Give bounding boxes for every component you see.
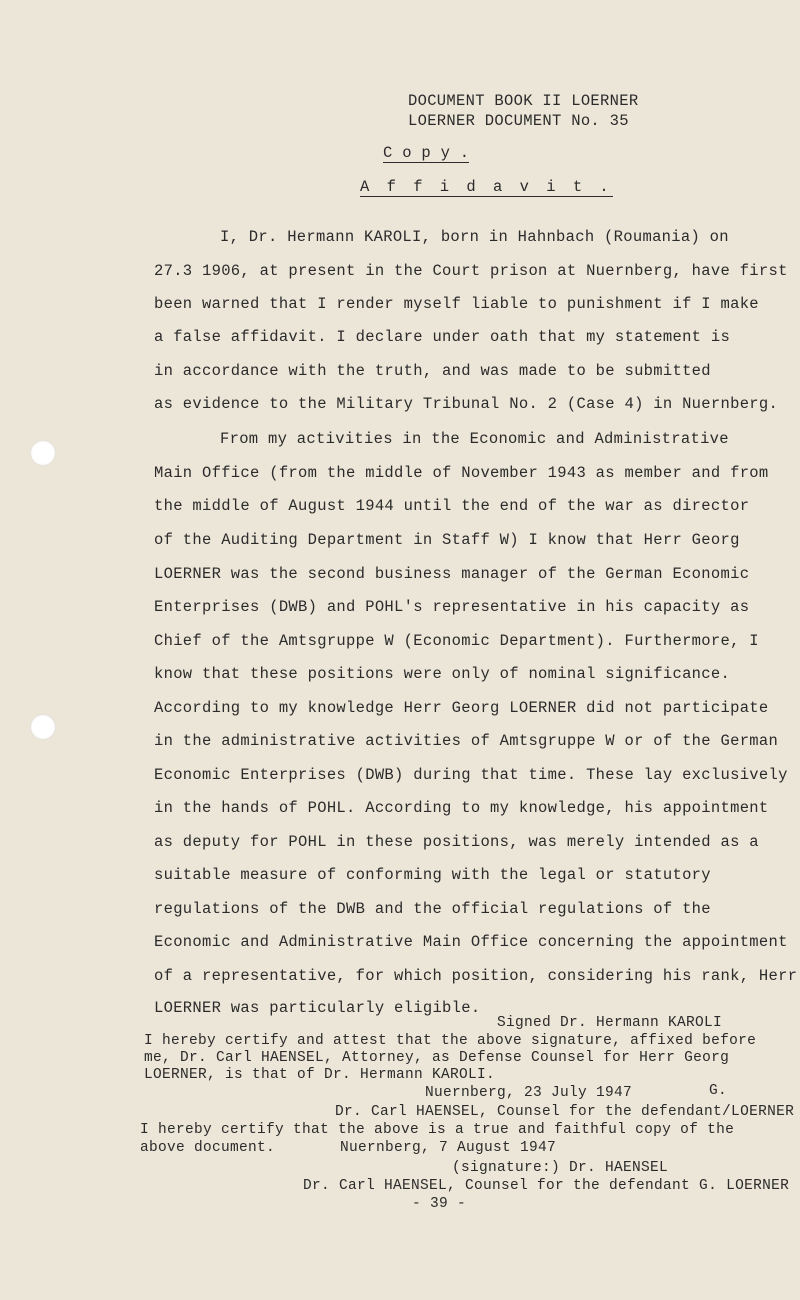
paragraph-2-line: in the administrative activities of Amtsgruppe W or of the German [154, 732, 779, 750]
counsel-2-line: Dr. Carl HAENSEL, Counsel for the defendant G. LOERNER [303, 1178, 790, 1194]
paragraph-2-line: know that these positions were only of nominal significance. [154, 665, 731, 683]
certification-2-line: above document. [140, 1140, 276, 1156]
paragraph-2-line: the middle of August 1944 until the end of the war as director [154, 497, 750, 515]
place-date-2: Nuernberg, 7 August 1947 [340, 1140, 557, 1156]
paragraph-2-line: Economic and Administrative Main Office concerning the appointment [154, 933, 788, 951]
paragraph-2-line: Enterprises (DWB) and POHL's representative in his capacity as [154, 598, 750, 616]
paragraph-1-line: been warned that I render myself liable to punishment if I make [154, 295, 759, 313]
paragraph-2-line: suitable measure of conforming with the legal or statutory [154, 866, 711, 884]
paragraph-1-line: I, Dr. Hermann KAROLI, born in Hahnbach (Roumania) on [220, 228, 729, 246]
certification-2-line: I hereby certify that the above is a true and faithful copy of the [140, 1122, 735, 1138]
paragraph-2-line: as deputy for POHL in these positions, was merely intended as a [154, 833, 759, 851]
paragraph-2-line: regulations of the DWB and the official regulations of the [154, 900, 711, 918]
paragraph-1-line: in accordance with the truth, and was made to be submitted [154, 362, 711, 380]
certification-1-line: I hereby certify and attest that the above signature, affixed before [144, 1033, 757, 1049]
paragraph-2-line: Main Office (from the middle of November 1943 as member and from [154, 464, 769, 482]
paragraph-1-line: 27.3 1906, at present in the Court prison at Nuernberg, have first [154, 262, 788, 280]
signed-line: Signed Dr. Hermann KAROLI [497, 1015, 723, 1031]
certification-1-line: me, Dr. Carl HAENSEL, Attorney, as Defense Counsel for Herr Georg [144, 1050, 730, 1066]
certification-1-line: LOERNER, is that of Dr. Hermann KAROLI. [144, 1067, 496, 1083]
paragraph-2-line: of the Auditing Department in Staff W) I know that Herr Georg [154, 531, 740, 549]
punch-hole-bottom [30, 714, 56, 740]
header-line-2: LOERNER DOCUMENT No. 35 [408, 112, 629, 130]
paragraph-2-line: From my activities in the Economic and Administrative [220, 430, 729, 448]
paragraph-2-line: in the hands of POHL. According to my knowledge, his appointment [154, 799, 769, 817]
copy-label: C o p y . [383, 144, 470, 162]
paragraph-2-line: Chief of the Amtsgruppe W (Economic Department). Furthermore, I [154, 632, 759, 650]
paragraph-1-line: a false affidavit. I declare under oath that my statement is [154, 328, 731, 346]
counsel-1-line: Dr. Carl HAENSEL, Counsel for the defendant/LOERNER [335, 1104, 795, 1120]
punch-hole-top [30, 440, 56, 466]
counsel-1-initial: G. [709, 1083, 728, 1099]
paragraph-2-line: LOERNER was the second business manager of the German Economic [154, 565, 750, 583]
paragraph-2-line: of a representative, for which position, considering his rank, Herr [154, 967, 798, 985]
paragraph-2-line: LOERNER was particularly eligible. [154, 999, 481, 1017]
place-date-1: Nuernberg, 23 July 1947 [425, 1085, 633, 1101]
signature-line: (signature:) Dr. HAENSEL [452, 1160, 669, 1176]
page-number: - 39 - [412, 1196, 467, 1212]
paragraph-2-line: Economic Enterprises (DWB) during that time. These lay exclusively [154, 766, 788, 784]
header-line-1: DOCUMENT BOOK II LOERNER [408, 92, 639, 110]
paragraph-2-line: According to my knowledge Herr Georg LOERNER did not participate [154, 699, 769, 717]
document-title: A f f i d a v i t . [360, 178, 613, 196]
paragraph-1-line: as evidence to the Military Tribunal No. 2 (Case 4) in Nuernberg. [154, 395, 779, 413]
